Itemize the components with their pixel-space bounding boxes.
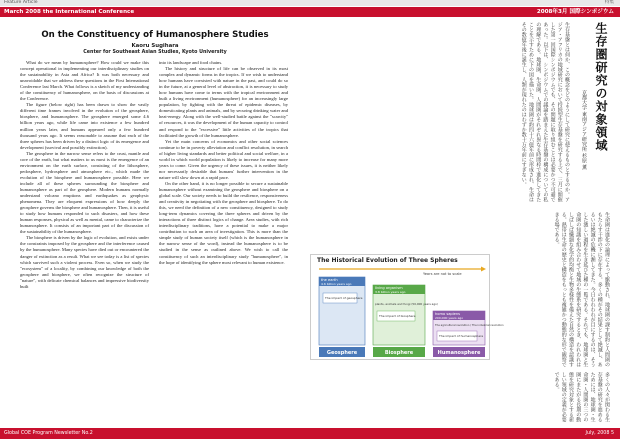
jp-article-author: 京都大学 東南アジア研究所 杉原 薫 (581, 90, 587, 170)
figure-diagram (311, 255, 504, 361)
paragraph: into its landscape and food chains. (159, 60, 223, 65)
paragraph: Yet the main concerns of economics and other social sciences continue to be in poverty alleviation and conflict resolution, in search of higher living standards and better political and social welfare, in a world in which world population is likely to increase for many more years to come. Given the urgency of these issues, it is neither likely nor necessarily desirable that humans' further intervention in the nature will slow down at a rapid pace. (159, 138, 288, 180)
homo-time: 200,000 years ago (435, 316, 464, 320)
jp-column-2: 生命圏は進化の論理によって駆動され、地球圏の課す制約と人間圏のもたらす干渉の下に存在する。多くの種がその結果として絶滅し、あるいは絶滅の危機に瀕してきた。今日われわれが目にするのは、そうした激しい過程を生き延びた種の一覧である。それでも、地球圏と生命圏の知識を組み合わせて地域の生態系を研究するとき、われわれはしばしば繊細な化学的均衡と生物多様性を備えた自然の構造を認識する。熱帯は生命の歴史と構造をもっとも複雑かつ動態的な形で観察できる場である。 (553, 212, 610, 367)
life-items: plants, animals and fungi (50,000 years ago) (375, 302, 438, 306)
feature-label-jp: 特集 (604, 0, 614, 5)
figure-title: The Historical Evolution of Three Spheres (317, 257, 458, 264)
jp-article-title: 生存圏研究の対象領域 (594, 22, 608, 152)
earth-time: 4.6 billion years ago (321, 282, 352, 286)
footer-bar (0, 428, 620, 439)
header-bar (0, 7, 620, 17)
jp-column-1: 生存基盤とは何か、この概念をどのようにして研究に使えるものとするのか。アジア・アフリカの地域研究において持続型生存基盤を研究する上で、三月に開催した第一回国際シンポジウムでも、その問題に取り組むことは必要かつ不可避であった。以下は、シンポジウムでの議論を踏まえた生存基盤の構成についての私の理解である。地球圏、生命圏、人間圏がそれぞれ異なる時間枠で進化してきたことを示すために下の図を描いた。地球圏は約四十六億年前に形成され、生命はその数億年後に誕生し、人類が現れたのはわずか数十万年前にすぎない。 (520, 22, 570, 202)
conference-label: March 2008 the International Conference (4, 9, 135, 15)
paragraph: The geosphere in the narrow sense refers to the crust, mantle and core of the earth, but what matters to us most is the emergence of an environment on the earth surface, consisting of the lithosphere, pedosphere, hydrosphere and atmosphere etc., which made the evolution of the biosphere and humanosphere possible. Here we include all of these spheres surrounding the biosphere and humanosphere as part of the geosphere. Modern humans normally understand volcano eruptions and earthquakes as geophysic phenomena. They are eloquent expressions of how deeply the geosphere governs the biosphere and humanosphere. Then, it is useful to study how humans responded to such disasters, and how these human responses, physical as well as mental, came to characterize the humanosphere. It consists of an important part of the discussion of the sustainability of the humanosphere. (20, 150, 149, 235)
paragraph: The biosphere is driven by the logic of evolution, and exists under the constraints imposed by the geosphere and the interference caused by the humanosphere. Many species have died out or encountered the danger of extinction as a result. What we see today is a list of species which survived such a violent process. Even so, when we study the "ecosystem" of a locality, by combining our knowledge of both the geosphere and biosphere, we often recognize the structure of "nature", with delicate chemical balances and impressive biodiversity built (20, 235, 149, 289)
life-label: living organism (375, 286, 403, 290)
three-spheres-figure (310, 254, 504, 360)
timeline-arrowhead (481, 267, 486, 272)
paragraph: The figure (below right) has been drawn to show the vastly different time frames involved in the evolution of the geosphere, biosphere, and humanosphere. The geosphere emerged some 4.6 billion years ago, while life came into existence a few hundred million years later, and humans appeared only a few hundred thousand years ago. It seems reasonable to assume that each of the three spheres has been driven by a distinct logic of its emergence and development (survival and possibly extinction). (20, 102, 149, 150)
jp-column-3: 多くの人々が関わる生存基盤の研究を進めるためには、地球圏・生命圏・人間圏の三つの圏にまたがる長期の動態を研究対象とする新しい領域の定義が必要である。 (553, 372, 610, 422)
article-title: On the Constituency of Humanosphere Studies (41, 30, 269, 40)
humanosphere-label: Humanosphere (437, 350, 481, 356)
feature-label: Feature Article (4, 0, 38, 5)
homo-items: The agricultural revolution / The industrial revolution (435, 324, 504, 327)
geosphere-label: Geosphere (326, 350, 358, 356)
earth-label: the earth (321, 278, 338, 282)
impact-hum-label: The impact of humanosphere (439, 334, 484, 338)
newsletter-label: Global COE Program Newsletter No.2 (4, 431, 93, 436)
paragraph: The history and structure of life can be observed in its most complex and dynamic forms in the tropics. If we wish to understand how humans have coexisted with nature in the past, and could do so in the future, at a general level of abstraction, it is necessary to study how humans have come to terms with the tropical environment and built a living environment (humanosphere) for an increasingly large population, by fighting with the threat of epidemic diseases, by domesticating plants and animals, and by securing drinking water and heat-energy. Along with the well-studied battle against the "scarcity" of resources, it was the development of the human capacity to control and respond to the "excessive" little activities of the tropics that facilitated the growth of the humanosphere. (159, 66, 288, 138)
impact-bio-label: The impact of biosphere (379, 314, 416, 318)
paragraph: On the other hand, it is no longer possible to secure a sustainable humanosphere without examining the geosphere and biosphere on a global scale. Our society needs to build the resilience, responsiveness and creativity in negotiating with the geosphere and biosphere. To do this, we need the definition of a new constituency, designed to study long-term dynamics covering the three spheres and driven by the interactions of three distinct logics of change. Area studies, with rich interdisciplinary traditions, have a potential to make a major contribution to such an area of investigation. This is more than the simple study of human society itself (which is the humanosphere in the narrow sense of the word), instead the humanosphere is to be studied in the sense as outlined above. We wish to call the constituency of such an interdisciplinary study "humanosphere", in the hope of identifying the sphere most relevant to human existence. (159, 180, 288, 265)
header-top-strip (0, 0, 620, 6)
article-affiliation: Center for Southeast Asian Studies, Kyoto University (83, 50, 227, 55)
conference-label-jp: 2008年3月 国際シンポジウム (536, 9, 614, 15)
article-column-2 (159, 60, 288, 422)
homo-label: homo sapiens (435, 312, 461, 316)
paragraph: What do we mean by humanosphere? How could we make this concept operational in implementing our interdisciplinary studies on the sustainability in Asia and Africa? It was both necessary and unavoidable that we address these questions in the First International Conference last March. What follows is a sketch of my understanding of the constituency of humanosphere, on the basis of discussions at the Conference. (20, 60, 149, 102)
article-author: Kaoru Sugihara (131, 43, 179, 49)
axis-note: Years are not to scale (423, 272, 462, 276)
impact-geo-label: The impact of geosphere (325, 296, 363, 300)
page-number: July, 2008 5 (585, 431, 614, 436)
geosphere-box (319, 277, 365, 345)
life-time: 3.8 billion years ago (375, 290, 406, 294)
biosphere-label: Biosphere (384, 350, 414, 356)
article-column-1 (20, 60, 149, 422)
